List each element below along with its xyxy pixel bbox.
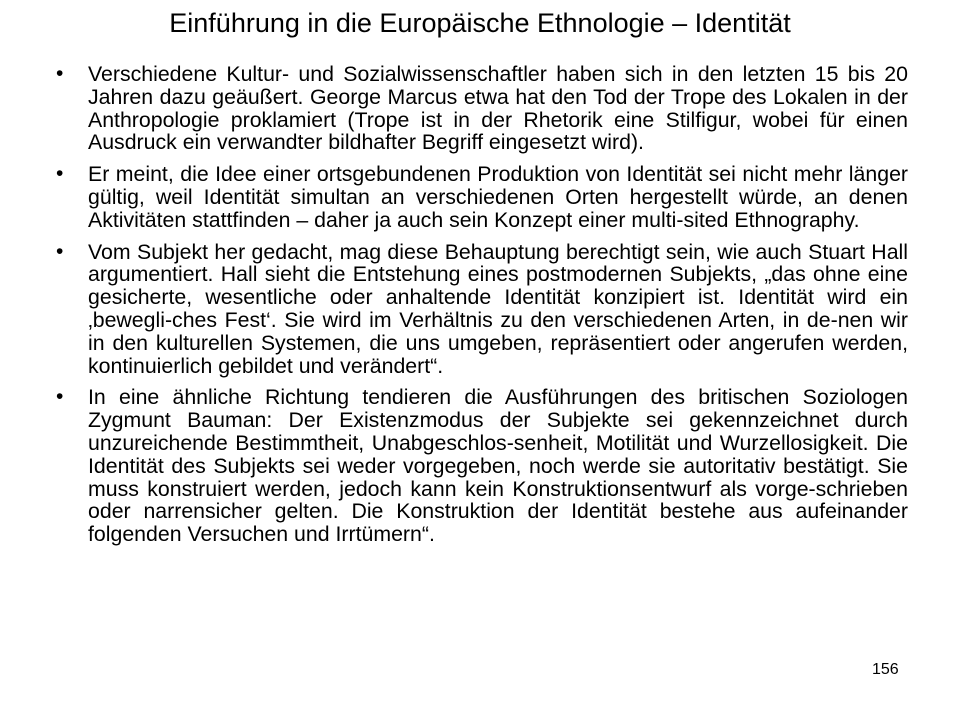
bullet-text: Verschiedene Kultur- und Sozialwissenschaftler haben sich in den letzten 15 bis 20 Jahren dazu geäußert. George Marcus etwa hat den Tod der Trope des Lokalen in der Anthropologie proklamiert (Trope ist in der Rhetorik eine Stilfigur, wobei für einen Ausdruck ein verwandter bildhafter Begriff eingesetzt wird).	[88, 62, 908, 155]
bullet-item	[56, 63, 908, 154]
slide-title: Einführung in die Europäische Ethnologie – Identität	[169, 8, 791, 38]
bullet-icon: •	[56, 62, 64, 85]
bullet-text: Vom Subjekt her gedacht, mag diese Behauptung berechtigt sein, wie auch Stuart Hall argumentiert. Hall sieht die Entstehung eines postmodernen Subjekts, „das ohne eine gesicherte, wesentliche oder anhaltende Identität konzipiert ist. Identität wird ein ‚bewegli-ches Fest‘. Sie wird im Verhältnis zu den verschiedenen Arten, in de-nen wir in den kulturellen Systemen, die uns umgeben, repräsentiert oder angerufen werden, kontinuierlich gebildet und verändert“.	[88, 239, 908, 378]
bullet-list	[56, 63, 908, 555]
bullet-text: Er meint, die Idee einer ortsgebundenen Produktion von Identität sei nicht mehr länger gültig, weil Identität simultan an verschiedenen Orten hergestellt würde, an denen Aktivitäten stattfinden – daher ja auch sein Konzept einer multi-sited Ethnography.	[88, 162, 908, 232]
bullet-icon: •	[56, 162, 64, 186]
bullet-icon: •	[56, 239, 64, 263]
bullet-item	[56, 386, 908, 546]
page-number: 156	[872, 661, 899, 678]
bullet-text: In eine ähnliche Richtung tendieren die Ausführungen des britischen Soziologen Zygmunt Bauman: Der Existenzmodus der Subjekte sei gekennzeichnet durch unzureichende Bestimmtheit, Unabgeschlos-senheit, Motilität und Wurzellosigkeit. Die Identität des Subjekts sei weder vorgegeben, noch werde sie autoritativ bestätigt. Sie muss konstruiert werden, jedoch kann kein Konstruktionsentwurf als vorge-schrieben oder narrensicher gelten. Die Konstruktion der Identität bestehe aus aufeinander folgenden Versuchen und Irrtümern“.	[88, 385, 908, 547]
bullet-icon: •	[56, 385, 64, 409]
bullet-item	[56, 163, 908, 231]
bullet-item	[56, 241, 908, 378]
